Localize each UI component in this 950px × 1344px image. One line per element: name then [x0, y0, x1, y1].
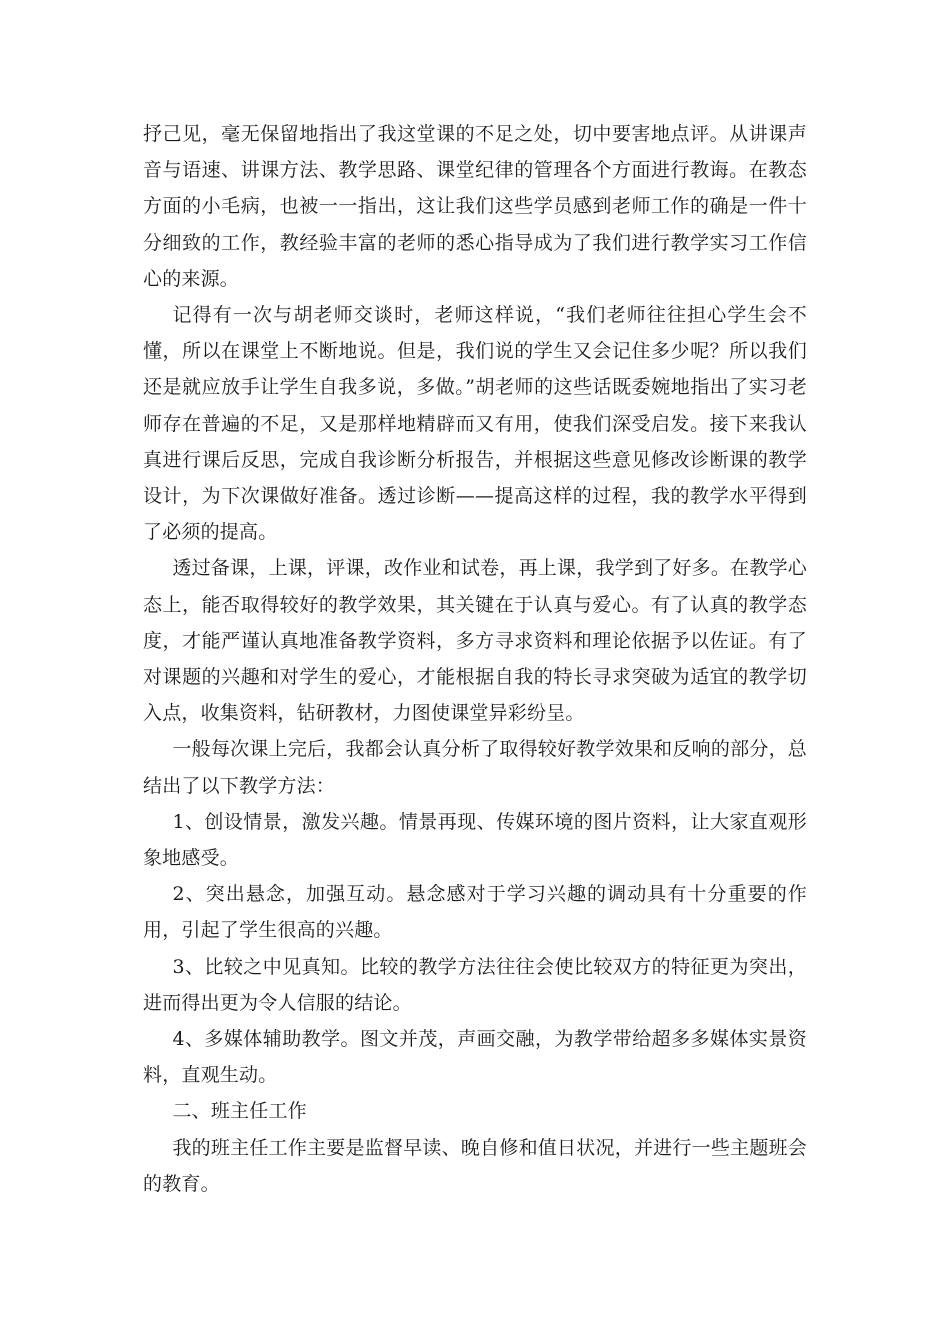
paragraph-methods-intro: 一般每次课上完后，我都会认真分析了取得较好教学效果和反响的部分，总结出了以下教学方法：: [143, 738, 807, 797]
list-item-method-2: 2、突出悬念，加强互动。悬念感对于学习兴趣的调动具有十分重要的作用，引起了学生很高的兴趣。: [143, 883, 807, 942]
list-item-method-1: 1、创设情景，激发兴趣。情景再现、传媒环境的图片资料，让大家直观形象地感受。: [143, 810, 807, 870]
paragraph-review-feedback: 抒己见，毫无保留地指出了我这堂课的不足之处，切中要害地点评。从讲课声音与语速、讲课方法、教学思路、课堂纪律的管理各个方面进行教诲。在教态方面的小毛病，也被一一指出，这让我们这些学员感到老师工作的确是一件十分细致的工作，教经验丰富的老师的悉心指导成为了我们进行教学实习工作信心的来源。: [143, 123, 807, 290]
section-heading-class-teacher-work: 二、班主任工作: [172, 1100, 307, 1123]
paragraph-teacher-conversation: 记得有一次与胡老师交谈时，老师这样说，“我们老师往往担心学生会不懂，所以在课堂上不断地说。但是，我们说的学生又会记住多少呢？所以我们还是就应放手让学生自我多说，多做。”胡老师的这些话既委婉地指出了实习老师存在普遍的不足，又是那样地精辟而又有用，使我们深受启发。接下来我认真进行课后反思，完成自我诊断分析报告，并根据这些意见修改诊断课的教学设计，为下次课做好准备。透过诊断——提高这样的过程，我的教学水平得到了必须的提高。: [143, 304, 807, 544]
paragraph-class-teacher-duties: 我的班主任工作主要是监督早读、晚自修和值日状况，并进行一些主题班会的教育。: [143, 1136, 807, 1195]
document-body: [143, 116, 807, 1202]
list-item-method-3: 3、比较之中见真知。比较的教学方法往往会使比较双方的特征更为突出，进而得出更为令人信服的结论。: [143, 955, 807, 1014]
list-item-method-4: 4、多媒体辅助教学。图文并茂，声画交融，为教学带给超多多媒体实景资料，直观生动。: [143, 1028, 807, 1087]
paragraph-teaching-attitude: 透过备课，上课，评课，改作业和试卷，再上课，我学到了好多。在教学心态上，能否取得较好的教学效果，其关键在于认真与爱心。有了认真的教学态度，才能严谨认真地准备教学资料，多方寻求资料和理论依据予以佐证。有了对课题的兴趣和对学生的爱心，才能根据自我的特长寻求突破为适宜的教学切入点，收集资料，钻研教材，力图使课堂异彩纷呈。: [143, 557, 807, 725]
